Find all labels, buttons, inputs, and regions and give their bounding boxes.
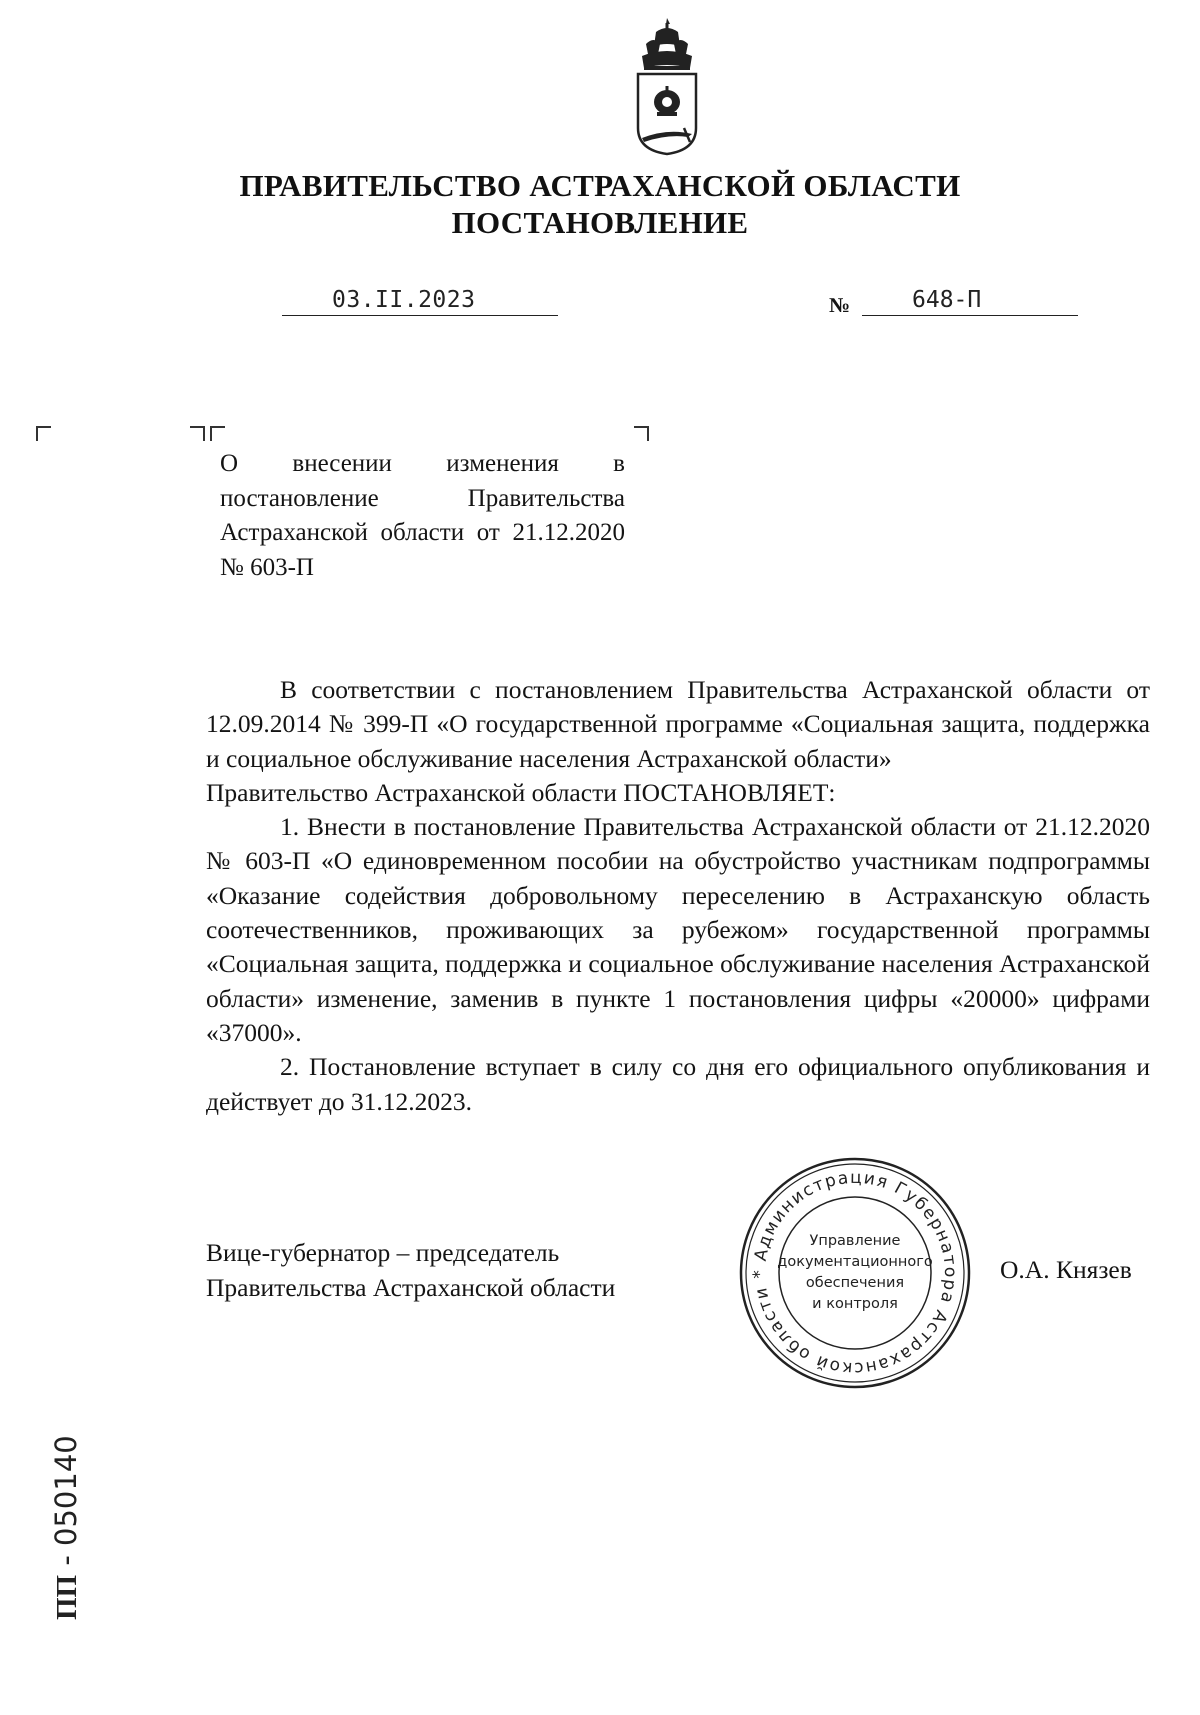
- side-code-number: - 050140: [49, 1435, 83, 1575]
- organization-title: ПРАВИТЕЛЬСТВО АСТРАХАНСКОЙ ОБЛАСТИ: [239, 168, 961, 203]
- number-sign: №: [829, 293, 851, 317]
- signatory-name: О.А. Князев: [1000, 1255, 1132, 1284]
- document-number: 648-П: [912, 287, 982, 313]
- corner-mark: [634, 426, 649, 441]
- seal-inner-line-3: обеспечения: [805, 1275, 905, 1291]
- document-subject: О внесении изменения в постановление Правительства Астраханской области от 21.12.2020 № 603-П: [220, 450, 625, 581]
- seal-inner-line-4: и контроля: [812, 1296, 898, 1312]
- corner-mark: [36, 426, 51, 441]
- document-body: [206, 673, 1150, 1119]
- corner-mark: [210, 426, 225, 441]
- document-date: 03.II.2023: [332, 287, 476, 313]
- position-line-2: Правительства Астраханской области: [206, 1272, 616, 1302]
- seal-inner-line-1: Управление: [809, 1233, 901, 1249]
- document-type-title: ПОСТАНОВЛЕНИЕ: [451, 205, 749, 240]
- side-document-code: [46, 1380, 86, 1620]
- item-2-paragraph: 2. Постановление вступает в силу со дня его официального опубликования и действует до 31.12.2023.: [206, 1052, 1150, 1116]
- official-seal-icon: [736, 1154, 974, 1392]
- decree-paragraph: Правительство Астраханской области ПОСТАНОВЛЯЕТ:: [206, 777, 836, 807]
- coat-of-arms-icon: [628, 16, 706, 156]
- number-field: [862, 284, 1078, 316]
- corner-mark: [190, 426, 205, 441]
- seal-inner-line-2: документационного: [777, 1254, 933, 1270]
- date-field: [282, 284, 558, 316]
- preamble-paragraph: В соответствии с постановлением Правительства Астраханской области от 12.09.2014 № 399-П «О государственной программе «Социальная защита, поддержка и социальное обслуживание населения Астраханской области»: [206, 675, 1150, 773]
- signatory-position: [206, 1236, 686, 1305]
- side-code-prefix: ПП: [51, 1574, 83, 1620]
- position-line-1: Вице-губернатор – председатель: [206, 1238, 560, 1267]
- item-1-paragraph: 1. Внести в постановление Правительства Астраханской области от 21.12.2020 № 603-П «О единовременном пособии на обустройство участникам подпрограммы «Оказание содействия добровольному переселению в Астраханскую область соотечественников, проживающих за рубежом» государственной программы «Социальная защита, поддержка и социальное обслуживание населения Астраханской области» изменение, заменив в пункте 1 постановления цифры «20000» цифрами «37000».: [206, 812, 1150, 1047]
- seal-outer-text: Администрация Губернатора Астраханской области *: [749, 1167, 961, 1379]
- svg-text:Администрация Губернатора Астр: [750, 1168, 960, 1378]
